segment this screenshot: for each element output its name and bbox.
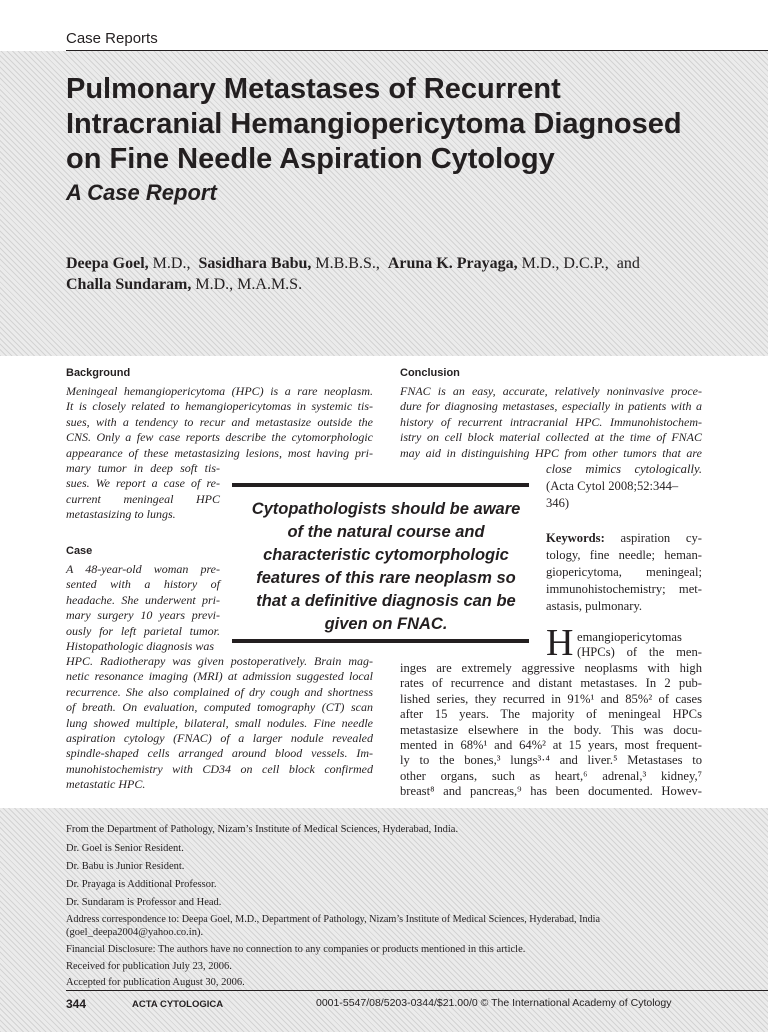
keywords-text: giopericytoma, meningeal;	[546, 565, 702, 579]
case-heading: Case	[66, 545, 93, 557]
case-paragraph	[66, 654, 373, 793]
author-degrees: M.B.B.S.,	[315, 255, 380, 272]
text-line: mary tumor in deep soft tis-	[66, 461, 220, 475]
conclusion-heading: Conclusion	[400, 367, 460, 379]
keywords-text: immunohistochemistry; met-	[546, 582, 702, 596]
footnote: From the Department of Pathology, Nizam’s Institute of Medical Sciences, Hyderabad, India.	[66, 824, 459, 835]
author-name: Deepa Goel,	[66, 255, 149, 272]
text-line: of breath. On evaluation, computed tomography (CT) scan	[66, 700, 373, 715]
text-line: netic resonance imaging (MRI) at admission suggested local	[66, 669, 373, 684]
text-line: metastasizing to lungs.	[66, 507, 176, 522]
pull-quote-line: characteristic cytomorphologic	[263, 546, 509, 564]
text-line: may aid in distinguishing HPC from other tumors that are	[400, 445, 702, 460]
keywords-text: aspiration cy-	[620, 531, 702, 545]
body-intro-narrow	[577, 630, 702, 661]
body-paragraph	[400, 661, 702, 800]
text-line: spindle-shaped cells arranged around blood vessels. Im-	[66, 746, 373, 761]
keywords-text: astasis, pulmonary.	[546, 599, 643, 613]
text-line: sented with a history of	[66, 577, 220, 592]
author-degrees: M.D., M.A.M.S.	[195, 276, 303, 293]
title-line: Intracranial Hemangiopericytoma Diagnosed	[66, 108, 682, 140]
text-line: Histopathologic diagnosis was	[66, 639, 215, 654]
text-line: rates of recurrence and distant metastases. In 2 pub-	[400, 676, 702, 691]
author-list	[66, 253, 716, 295]
text-line: Meningeal hemangiopericytoma (HPC) is a rare neoplasm.	[66, 384, 373, 398]
footnote: Address correspondence to: Deepa Goel, M.D., Department of Pathology, Nizam’s Institute of Medical Sciences, Hyderabad, India	[66, 914, 601, 925]
text-line: A 48-year-old woman pre-	[66, 562, 220, 576]
text-line: CNS. Only a few case reports describe the cytomorphologic	[66, 430, 373, 445]
text-line: lished series, they recurred in 91%¹ and 85%² of cases	[400, 691, 702, 706]
text-line: sues. We report a case of re-	[66, 476, 220, 491]
top-rule	[66, 50, 768, 51]
text-line: ously for left parietal tumor.	[66, 623, 220, 638]
citation-line: (Acta Cytol 2008;52:344–	[546, 479, 679, 493]
pull-quote-rule-bottom	[232, 639, 529, 643]
pull-quote-line: of the natural course and	[287, 523, 485, 541]
text-line: current meningeal HPC	[66, 491, 220, 506]
text-line: emangiopericytomas	[577, 630, 682, 644]
text-line: after 15 years. The majority of meningeal HPCs	[400, 707, 702, 722]
page-number: 344	[66, 997, 87, 1011]
footnote: Received for publication July 23, 2006.	[66, 961, 232, 972]
text-line: appearance of these metastasizing lesions, most having pri-	[66, 445, 373, 460]
author-name: Aruna K. Prayaga,	[387, 255, 518, 272]
text-line: other organs, such as heart,⁶ adrenal,³ kidney,⁷	[400, 768, 702, 783]
text-line: It is closely related to hemangiopericytomas in systemic tis-	[66, 399, 373, 414]
citation-footer: 0001-5547/08/5203-0344/$21.00/0 © The International Academy of Cytology	[316, 997, 672, 1009]
pull-quote	[232, 498, 540, 636]
drop-cap: H	[546, 622, 574, 664]
article-title	[66, 72, 746, 177]
text-line: dure for diagnosing metastases, especially in patients with a	[400, 399, 702, 414]
text-line: lung showed multiple, bilateral, small nodules. Fine needle	[66, 715, 373, 730]
keywords-text: tology, fine needle; heman-	[546, 548, 702, 562]
background-paragraph	[66, 384, 373, 461]
citation-line: 346)	[546, 496, 570, 510]
text-line: ly to the bones,³ lungs³·⁴ and liver.⁵ Metastases to	[400, 753, 702, 768]
text-line: aspiration cytology (FNAC) of a larger nodule revealed	[66, 731, 373, 746]
case-paragraph-narrow	[66, 562, 220, 654]
text-line: breast⁸ and pancreas,⁹ has been documented. Howev-	[400, 784, 702, 799]
pull-quote-line: that a definitive diagnosis can be	[256, 592, 516, 610]
text-line: sues, with a tendency to recur and metastasize outside the	[66, 414, 373, 429]
text-line: munohistochemistry with CD34 on cell block confirmed	[66, 761, 373, 776]
text-line: inges are extremely aggressive neoplasms with high	[400, 661, 702, 675]
article-subtitle: A Case Report	[66, 180, 217, 205]
footnote: Dr. Babu is Junior Resident.	[66, 861, 185, 872]
author-name: Sasidhara Babu,	[198, 255, 312, 272]
author-degrees: M.D.,	[152, 255, 191, 272]
title-line: Pulmonary Metastases of Recurrent	[66, 73, 561, 105]
text-line: history of recurrent intracranial HPC. Immunohistochem-	[400, 414, 702, 429]
pull-quote-line: Cytopathologists should be aware	[251, 500, 521, 518]
author-conjunction: and	[616, 255, 640, 272]
text-line: (HPCs) of the men-	[577, 645, 702, 660]
text-line: close mimics cytologically.	[546, 462, 702, 476]
footnote-email: (goel_deepa2004@yahoo.co.in).	[66, 927, 204, 938]
pull-quote-line: features of this rare neoplasm so	[256, 569, 516, 587]
financial-disclosure: Financial Disclosure: The authors have no connection to any companies or products mentioned in this article.	[66, 944, 526, 955]
footnote: Accepted for publication August 30, 2006.	[66, 977, 245, 988]
author-degrees: M.D., D.C.P.,	[521, 255, 609, 272]
author-name: Challa Sundaram,	[66, 276, 192, 293]
footer-rule	[66, 990, 768, 991]
text-line: headache. She underwent pri-	[66, 592, 220, 607]
footnote: Dr. Sundaram is Professor and Head.	[66, 897, 222, 908]
conclusion-paragraph	[400, 384, 702, 461]
journal-name: ACTA CYTOLOGICA	[132, 999, 224, 1010]
text-line: HPC. Radiotherapy was given postoperatively. Brain mag-	[66, 654, 373, 668]
text-line: metastatic HPC.	[66, 777, 146, 792]
background-paragraph-narrow	[66, 461, 220, 523]
text-line: istry on cell block material collected at the time of FNAC	[400, 430, 702, 445]
keywords-block	[546, 530, 702, 615]
text-line: mary surgery 10 years previ-	[66, 608, 220, 623]
pull-quote-line: given on FNAC.	[324, 615, 448, 633]
section-label: Case Reports	[66, 30, 158, 47]
conclusion-paragraph-narrow	[546, 461, 702, 512]
text-line: metastasize elsewhere in the body. This was docu-	[400, 722, 702, 737]
text-line: recurrence. She also complained of dry cough and shortness	[66, 684, 373, 699]
background-heading: Background	[66, 367, 131, 379]
title-line: on Fine Needle Aspiration Cytology	[66, 143, 555, 175]
footnote: Dr. Prayaga is Additional Professor.	[66, 879, 217, 890]
pull-quote-rule-top	[232, 483, 529, 487]
footnote: Dr. Goel is Senior Resident.	[66, 843, 184, 854]
keywords-label: Keywords:	[546, 531, 605, 545]
text-line: FNAC is an easy, accurate, relatively noninvasive proce-	[400, 384, 702, 398]
text-line: mented in 68%¹ and 64%² at 15 years, most frequent-	[400, 738, 702, 753]
